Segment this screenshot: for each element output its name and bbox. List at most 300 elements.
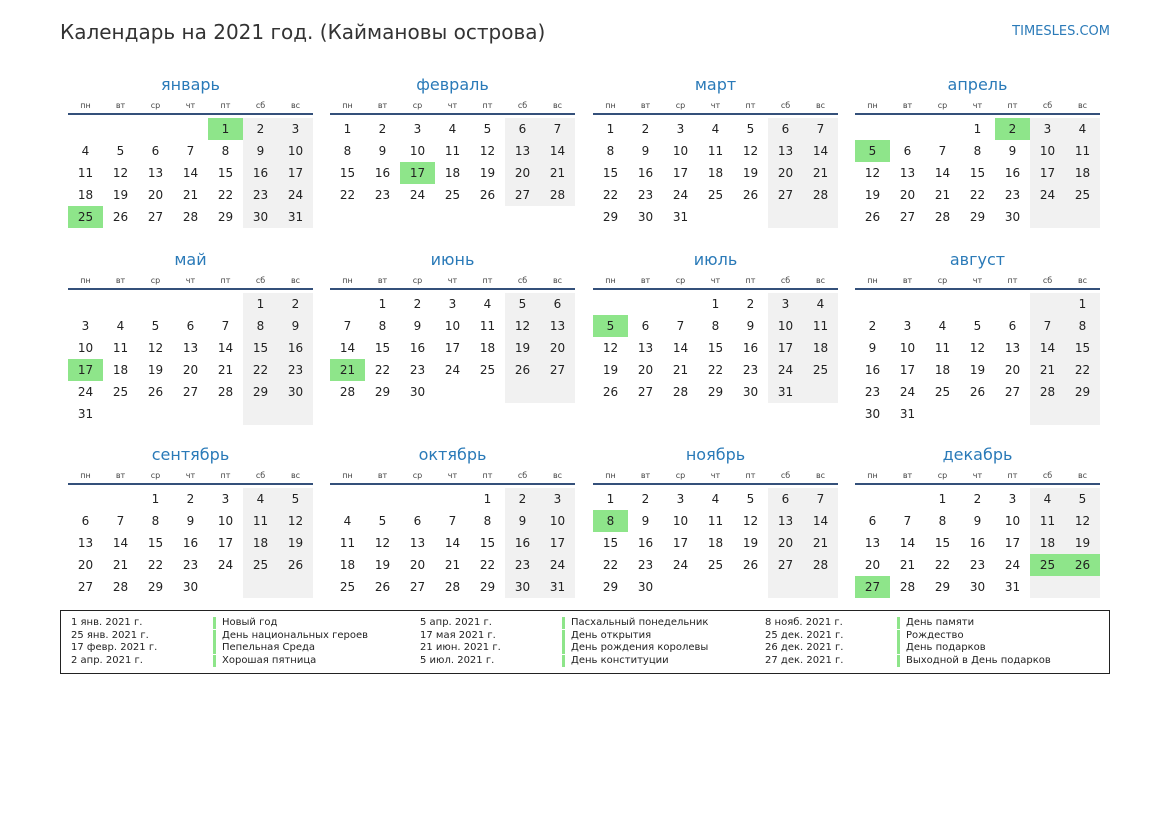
day-cell: 4 [711,492,720,506]
day-cell: 17 [899,363,916,377]
day-cell: 14 [812,144,829,158]
day-cell: 3 [553,492,562,506]
month-3 [593,75,838,255]
day-cell: 6 [781,492,790,506]
day-cell: 26 [112,210,129,224]
day-grid [68,293,313,425]
day-cell: 8 [151,514,160,528]
day-cell: 26 [742,188,759,202]
day-cell: 15 [339,166,356,180]
day-cell: 4 [711,122,720,136]
legend-date: 26 дек. 2021 г. [765,642,844,653]
day-cell: 20 [147,188,164,202]
day-cell: 11 [252,514,269,528]
day-cell: 29 [1074,385,1091,399]
day-cell: 27 [549,363,566,377]
day-cell: 12 [147,341,164,355]
day-cell: 6 [868,514,877,528]
day-cell: 29 [707,385,724,399]
day-cell: 12 [864,166,881,180]
day-grid [330,293,575,425]
day-cell: 7 [816,122,825,136]
day-cell: 7 [553,122,562,136]
weekday-label: пн [867,471,878,480]
day-cell: 9 [746,319,755,333]
legend-holiday-name: День конституции [562,655,669,667]
day-cell: 6 [413,514,422,528]
day-cell: 30 [637,580,654,594]
weekday-label: ср [412,101,423,110]
day-cell: 15 [1074,341,1091,355]
day-cell: 27 [637,385,654,399]
day-cell: 29 [479,580,496,594]
day-cell: 19 [602,363,619,377]
day-cell: 26 [969,385,986,399]
day-cell: 22 [707,363,724,377]
weekday-label: ср [937,101,948,110]
day-cell: 16 [514,536,531,550]
weekday-label: пн [605,471,616,480]
day-cell: 27 [147,210,164,224]
weekday-label: пн [605,101,616,110]
day-cell: 18 [707,536,724,550]
day-cell: 7 [816,492,825,506]
legend-date: 8 нояб. 2021 г. [765,617,843,628]
day-cell: 12 [969,341,986,355]
day-cell: 10 [77,341,94,355]
day-cell: 20 [514,166,531,180]
day-cell: 24 [77,385,94,399]
day-cell: 20 [899,188,916,202]
day-cell: 23 [252,188,269,202]
weekday-header [855,100,1100,112]
weekday-label: вс [1077,471,1088,480]
day-cell: 24 [777,363,794,377]
day-cell: 18 [1074,166,1091,180]
day-cell: 3 [81,319,90,333]
day-cell: 22 [339,188,356,202]
month-name: июнь [430,250,475,269]
day-cell: 13 [864,536,881,550]
day-cell: 28 [812,188,829,202]
day-cell: 1 [606,122,615,136]
day-cell: 8 [973,144,982,158]
day-cell: 17 [1004,536,1021,550]
day-cell: 10 [777,319,794,333]
weekday-label: вс [1077,101,1088,110]
day-cell: 13 [409,536,426,550]
day-cell: 29 [374,385,391,399]
weekday-label: ср [937,471,948,480]
day-cell: 31 [549,580,566,594]
day-cell: 6 [1008,319,1017,333]
day-cell: 10 [672,514,689,528]
holiday-day: 25 [1030,554,1065,576]
day-cell: 2 [291,297,300,311]
day-cell: 27 [409,580,426,594]
day-cell: 26 [147,385,164,399]
weekday-label: сб [780,471,791,480]
holiday-day: 21 [330,359,365,381]
day-cell: 20 [549,341,566,355]
day-cell: 22 [479,558,496,572]
day-cell: 14 [339,341,356,355]
legend-date: 17 февр. 2021 г. [71,642,158,653]
day-cell: 16 [637,536,654,550]
day-cell: 11 [77,166,94,180]
weekday-label: пт [482,101,493,110]
day-cell: 27 [514,188,531,202]
day-cell: 17 [287,166,304,180]
month-6 [330,250,575,430]
weekday-header [330,275,575,287]
weekday-label: пт [482,276,493,285]
weekday-label: пт [1007,101,1018,110]
day-cell: 21 [672,363,689,377]
weekday-label: ср [412,471,423,480]
day-cell: 10 [287,144,304,158]
day-cell: 20 [864,558,881,572]
weekday-label: чт [972,471,983,480]
day-cell: 3 [1008,492,1017,506]
day-cell: 1 [256,297,265,311]
legend-holiday-name: Выходной в День подарков [897,655,1051,667]
site-link[interactable]: TIMESLES.COM [1012,24,1110,39]
day-cell: 4 [116,319,125,333]
weekday-label: ср [937,276,948,285]
day-cell: 18 [252,536,269,550]
day-cell: 3 [291,122,300,136]
day-cell: 22 [934,558,951,572]
day-cell: 20 [777,166,794,180]
day-cell: 9 [1008,144,1017,158]
weekday-label: чт [710,101,721,110]
day-cell: 15 [969,166,986,180]
day-cell: 21 [182,188,199,202]
day-cell: 23 [864,385,881,399]
day-cell: 14 [934,166,951,180]
weekday-label: пт [220,471,231,480]
day-cell: 8 [938,514,947,528]
weekday-label: ср [675,276,686,285]
month-divider [855,483,1100,485]
weekday-label: пт [220,101,231,110]
day-cell: 16 [1004,166,1021,180]
day-cell: 6 [903,144,912,158]
day-cell: 4 [483,297,492,311]
weekday-label: вт [377,276,388,285]
day-cell: 1 [343,122,352,136]
holiday-day: 1 [208,118,243,140]
month-name: июль [693,250,738,269]
day-cell: 30 [287,385,304,399]
day-cell: 11 [707,144,724,158]
day-cell: 15 [602,536,619,550]
day-cell: 27 [182,385,199,399]
day-cell: 13 [182,341,199,355]
weekday-label: вс [552,276,563,285]
day-cell: 28 [182,210,199,224]
day-cell: 14 [672,341,689,355]
day-cell: 29 [147,580,164,594]
month-divider [68,288,313,290]
day-cell: 3 [903,319,912,333]
weekday-label: вт [115,101,126,110]
day-cell: 12 [374,536,391,550]
day-cell: 26 [864,210,881,224]
weekday-label: ср [675,471,686,480]
weekday-label: сб [517,101,528,110]
day-cell: 16 [742,341,759,355]
month-11 [593,445,838,625]
weekday-label: сб [255,101,266,110]
weekday-label: сб [780,276,791,285]
day-cell: 23 [969,558,986,572]
legend-holiday-name: Хорошая пятница [213,655,316,667]
day-cell: 4 [1043,492,1052,506]
day-cell: 7 [343,319,352,333]
weekday-label: ср [150,471,161,480]
day-cell: 8 [711,319,720,333]
day-cell: 26 [602,385,619,399]
day-cell: 6 [553,297,562,311]
day-cell: 24 [444,363,461,377]
day-cell: 6 [151,144,160,158]
day-cell: 9 [641,514,650,528]
day-cell: 5 [378,514,387,528]
day-cell: 26 [374,580,391,594]
day-cell: 25 [339,580,356,594]
day-cell: 25 [812,363,829,377]
month-name: май [174,250,207,269]
day-cell: 3 [676,492,685,506]
day-cell: 26 [479,188,496,202]
day-cell: 21 [812,166,829,180]
day-cell: 12 [1074,514,1091,528]
day-cell: 21 [1039,363,1056,377]
day-cell: 4 [1078,122,1087,136]
day-cell: 20 [637,363,654,377]
day-cell: 18 [707,166,724,180]
month-name: февраль [416,75,489,94]
holiday-day: 17 [400,162,435,184]
day-cell: 21 [899,558,916,572]
month-10 [330,445,575,625]
weekday-label: пн [867,276,878,285]
weekday-label: ср [675,101,686,110]
day-cell: 28 [1039,385,1056,399]
month-name: август [949,250,1006,269]
day-cell: 1 [1078,297,1087,311]
month-name: март [694,75,737,94]
day-grid [593,293,838,425]
legend-holiday-name: День рождения королевы [562,642,708,654]
month-name: ноябрь [685,445,746,464]
day-cell: 15 [147,536,164,550]
holiday-day: 2 [995,118,1030,140]
legend-holiday-name: День национальных героев [213,630,368,642]
day-cell: 24 [1004,558,1021,572]
day-cell: 9 [378,144,387,158]
day-cell: 10 [409,144,426,158]
day-cell: 12 [602,341,619,355]
day-cell: 27 [77,580,94,594]
day-cell: 13 [777,514,794,528]
day-cell: 2 [413,297,422,311]
weekday-header [593,470,838,482]
day-cell: 23 [287,363,304,377]
day-cell: 22 [252,363,269,377]
day-cell: 5 [746,492,755,506]
day-cell: 3 [1043,122,1052,136]
weekday-label: сб [255,276,266,285]
weekday-label: вт [377,471,388,480]
day-cell: 2 [378,122,387,136]
day-cell: 15 [217,166,234,180]
day-cell: 22 [969,188,986,202]
day-cell: 4 [256,492,265,506]
day-cell: 6 [186,319,195,333]
day-cell: 3 [781,297,790,311]
month-divider [855,288,1100,290]
day-cell: 21 [217,363,234,377]
month-name: апрель [947,75,1008,94]
day-cell: 6 [641,319,650,333]
day-cell: 24 [217,558,234,572]
day-cell: 29 [969,210,986,224]
holiday-day: 26 [1065,554,1100,576]
weekday-label: чт [185,471,196,480]
day-cell: 20 [1004,363,1021,377]
weekday-label: сб [1042,276,1053,285]
day-cell: 25 [707,188,724,202]
day-cell: 14 [549,144,566,158]
weekday-label: сб [517,471,528,480]
day-cell: 19 [514,341,531,355]
legend-holiday-name: Новый год [213,617,277,629]
day-cell: 16 [374,166,391,180]
weekday-label: сб [1042,101,1053,110]
weekday-label: пн [605,276,616,285]
day-cell: 24 [672,558,689,572]
weekday-label: чт [972,101,983,110]
day-cell: 30 [742,385,759,399]
day-cell: 22 [602,188,619,202]
day-cell: 5 [151,319,160,333]
day-cell: 18 [339,558,356,572]
day-cell: 14 [899,536,916,550]
day-cell: 2 [641,492,650,506]
day-cell: 9 [868,341,877,355]
month-divider [330,288,575,290]
day-cell: 1 [378,297,387,311]
legend-holiday-name: Рождество [897,630,964,642]
day-cell: 14 [444,536,461,550]
holiday-day: 5 [855,140,890,162]
day-cell: 8 [1078,319,1087,333]
day-cell: 9 [291,319,300,333]
weekday-label: вт [640,276,651,285]
day-cell: 15 [252,341,269,355]
day-cell: 7 [116,514,125,528]
day-cell: 22 [1074,363,1091,377]
day-cell: 2 [641,122,650,136]
page-title: Календарь на 2021 год. (Каймановы острова) [60,20,546,44]
weekday-label: пт [745,101,756,110]
day-grid [855,118,1100,250]
day-cell: 12 [742,514,759,528]
weekday-label: пт [1007,471,1018,480]
day-grid [593,488,838,620]
day-cell: 25 [1074,188,1091,202]
day-cell: 14 [182,166,199,180]
month-divider [68,483,313,485]
weekday-label: пт [482,471,493,480]
day-cell: 29 [602,210,619,224]
day-cell: 20 [777,536,794,550]
day-cell: 1 [151,492,160,506]
weekday-label: вт [902,471,913,480]
day-cell: 21 [934,188,951,202]
day-cell: 9 [186,514,195,528]
day-cell: 11 [479,319,496,333]
month-7 [593,250,838,430]
weekday-header [68,470,313,482]
weekday-label: пт [220,276,231,285]
month-4 [855,75,1100,255]
day-cell: 14 [112,536,129,550]
day-cell: 29 [217,210,234,224]
day-cell: 18 [934,363,951,377]
day-cell: 17 [549,536,566,550]
day-cell: 30 [969,580,986,594]
weekday-label: пн [80,101,91,110]
month-divider [68,113,313,115]
weekday-label: вс [552,101,563,110]
day-cell: 5 [973,319,982,333]
day-cell: 31 [777,385,794,399]
day-cell: 15 [602,166,619,180]
day-cell: 8 [221,144,230,158]
day-cell: 9 [413,319,422,333]
day-cell: 12 [479,144,496,158]
legend-date: 25 янв. 2021 г. [71,629,149,641]
weekday-label: пн [80,471,91,480]
day-cell: 19 [864,188,881,202]
day-cell: 29 [934,580,951,594]
month-name: октябрь [418,445,487,464]
day-cell: 1 [483,492,492,506]
day-cell: 18 [444,166,461,180]
day-cell: 13 [147,166,164,180]
day-cell: 27 [777,558,794,572]
day-cell: 7 [676,319,685,333]
weekday-label: пн [342,471,353,480]
day-cell: 28 [934,210,951,224]
day-cell: 6 [81,514,90,528]
day-cell: 16 [637,166,654,180]
day-cell: 5 [518,297,527,311]
day-cell: 28 [549,188,566,202]
day-cell: 16 [409,341,426,355]
day-cell: 24 [899,385,916,399]
day-cell: 20 [77,558,94,572]
day-cell: 23 [637,558,654,572]
day-cell: 18 [1039,536,1056,550]
day-cell: 31 [899,407,916,421]
day-cell: 28 [899,580,916,594]
day-cell: 4 [448,122,457,136]
